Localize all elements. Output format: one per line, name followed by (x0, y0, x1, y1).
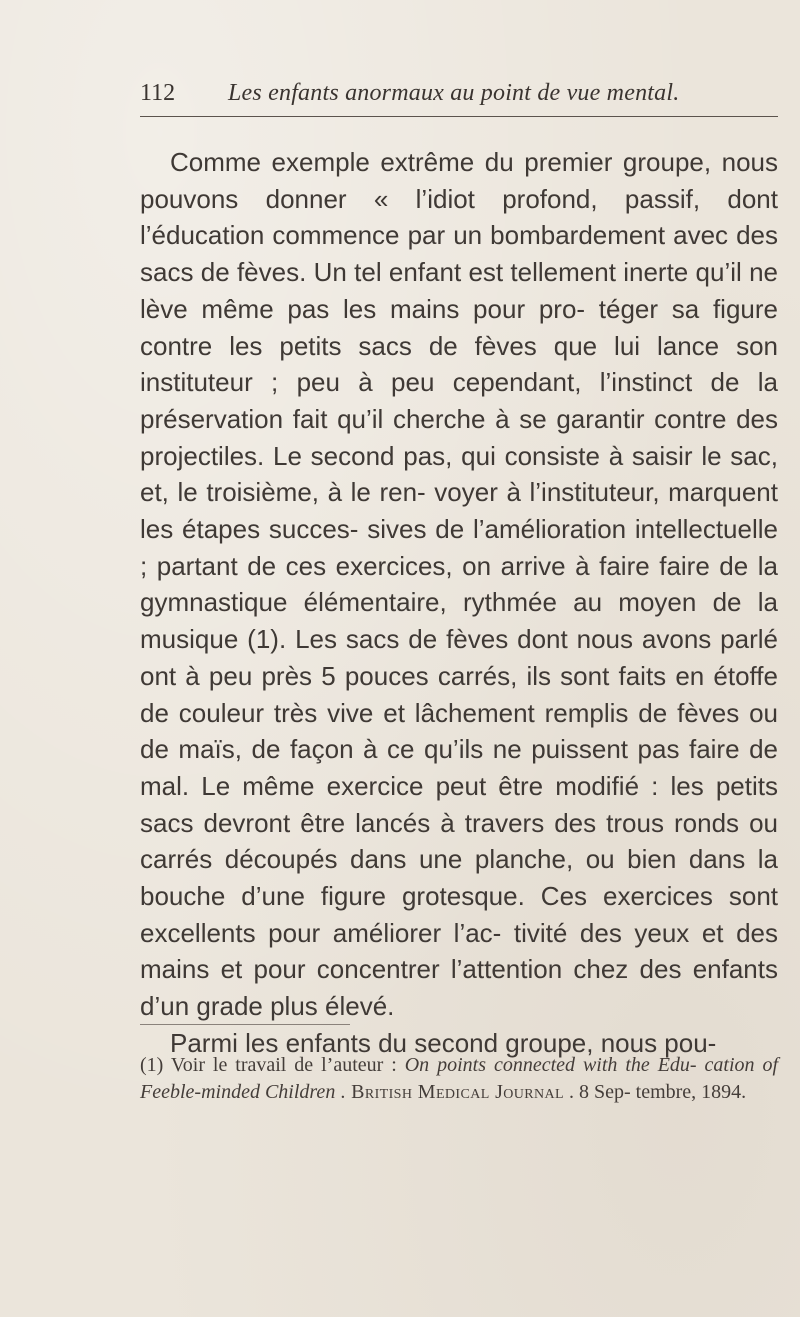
main-text (140, 144, 778, 1062)
footnote-journal: . British Medical Journal (340, 1081, 564, 1103)
footnote-rule (140, 1024, 350, 1025)
header-rule (140, 116, 778, 117)
page-header (140, 72, 700, 108)
paragraph-2: Parmi les enfants du second groupe, nous pou- (170, 1027, 717, 1058)
paragraph-1: Comme exemple extrême du premier groupe, nous pouvons donner « l’idiot profond, passif, dont l’éducation commence par un bombardement avec des sacs de fèves. Un tel enfant est tellement inerte qu’il ne lève même pas les mains pour pro- téger sa figure contre les petits sacs de fèves que lui lance son instituteur ; peu à peu cependant, l’instinct de la préservation fait qu’il cherche à se garantir contre des projectiles. Le second pas, qui consiste à saisir le sac, et, le troisième, à le ren- voyer à l’instituteur, marquent les étapes succes- sives de l’amélioration intellectuelle ; partant de ces exercices, on arrive à faire faire de la gymnastique élémentaire, rythmée au moyen de la musique (1). Les sacs de fèves dont nous avons parlé ont à peu près 5 pouces carrés, ils sont faits en étoffe de couleur très vive et lâchement remplis de fèves ou de maïs, de façon à ce qu’ils ne puissent pas faire de mal. Le même exercice peut être modifié : les petits sacs devront être lancés à travers des trous ronds ou carrés découpés dans une planche, ou bien dans la bouche d’une figure grotesque. Ces exercices sont excellents pour améliorer l’ac- tivité des yeux et des mains et pour concentrer l’attention chez des enfants d’un grade plus élevé. (140, 147, 778, 1022)
footnote-title: On points connected with the Edu- cation of Feeble-minded Children (140, 1054, 778, 1103)
footnote-prefix: (1) Voir le travail de l’auteur : (140, 1054, 405, 1076)
footnote-suffix: . 8 Sep- tembre, 1894. (568, 1081, 747, 1103)
footnote (140, 1052, 778, 1106)
running-title: Les enfants anormaux au point de vue mental. (228, 80, 680, 106)
page-number: 112 (140, 80, 176, 106)
